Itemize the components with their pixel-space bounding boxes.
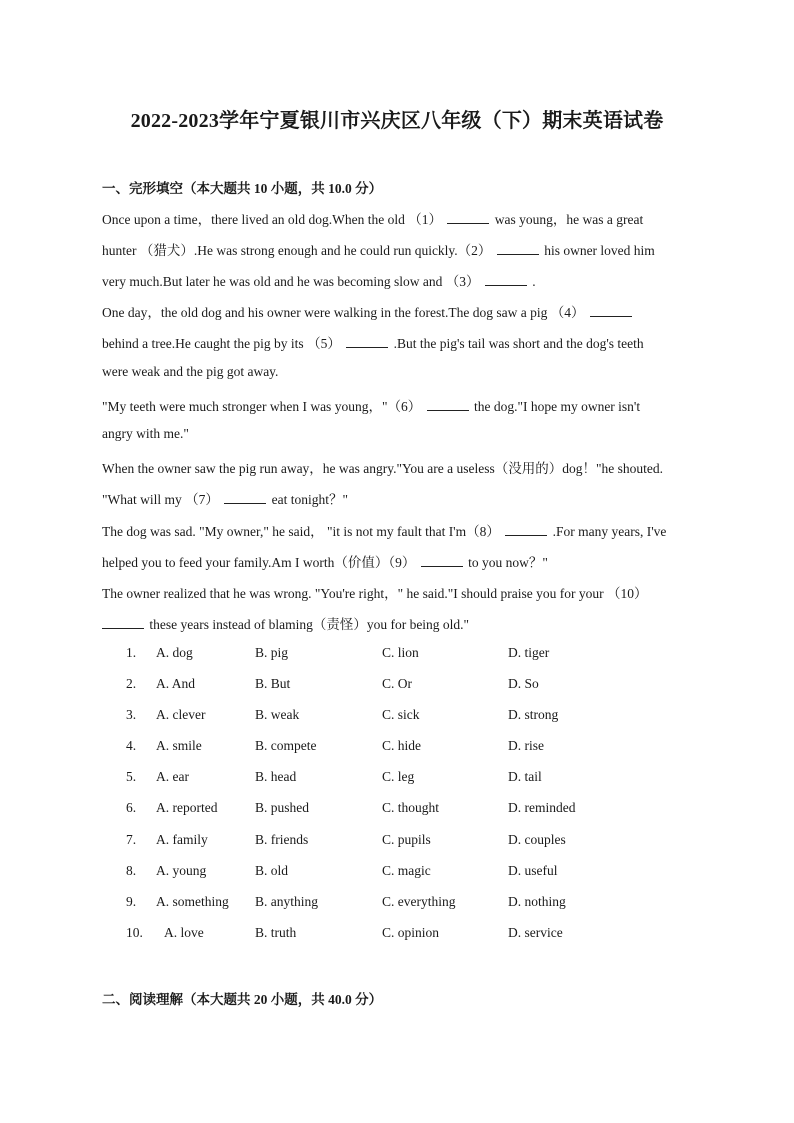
section-heading-cloze: 一、完形填空（本大题共 10 小题，共 10.0 分） — [102, 181, 383, 196]
section-heading-reading: 二、阅读理解（本大题共 20 小题，共 40.0 分） — [102, 992, 383, 1007]
passage-line: When the owner saw the pig run away，he was angry."You are a useless（没用的）dog！"he shouted. — [102, 461, 664, 476]
passage-line: One day，the old dog and his owner were walking in the forest.The dog saw a pig （4） — [102, 301, 634, 321]
question-row: 10. A. love B. truth C. opinion D. service — [126, 925, 563, 940]
question-row: 2. A. And B. But C. Or D. So — [126, 676, 539, 691]
passage-line: "My teeth were much stronger when I was young，"（6） the dog."I hope my owner isn't — [102, 399, 641, 414]
answer-blank — [447, 211, 489, 224]
answer-blank — [102, 616, 144, 629]
passage-line: hunter （猎犬）.He was strong enough and he could run quickly.（2） his owner loved him — [102, 243, 655, 258]
question-row: 9. A. something B. anything C. everything D. nothing — [126, 894, 566, 909]
passage-line: The owner realized that he was wrong. "You're right，" he said."I should praise you for your （10） — [102, 586, 648, 601]
question-row: 7. A. family B. friends C. pupils D. couples — [126, 832, 566, 847]
passage-line: were weak and the pig got away. — [102, 364, 279, 379]
question-row: 1. A. dog B. pig C. lion D. tiger — [126, 645, 550, 660]
passage-line: Once upon a time，there lived an old dog.When the old （1） was young，he was a great — [102, 212, 644, 227]
passage-line: "What will my （7） eat tonight？" — [102, 492, 348, 507]
answer-blank — [427, 398, 469, 411]
answer-blank — [224, 491, 266, 504]
passage-line: The dog was sad. "My owner," he said， "it is not my fault that I'm（8） .For many years, I've — [102, 524, 667, 539]
answer-blank — [421, 554, 463, 567]
answer-blank — [590, 304, 632, 317]
passage-line: these years instead of blaming（责怪）you for being old." — [102, 613, 469, 633]
passage-line: helped you to feed your family.Am I worth（价值）（9） to you now？" — [102, 555, 548, 570]
answer-blank — [497, 242, 539, 255]
exam-title: 2022-2023学年宁夏银川市兴庆区八年级（下）期末英语试卷 — [130, 110, 664, 132]
passage-line: angry with me." — [102, 426, 189, 441]
answer-blank — [505, 523, 547, 536]
question-row: 4. A. smile B. compete C. hide D. rise — [126, 738, 544, 753]
question-row: 5. A. ear B. head C. leg D. tail — [126, 769, 542, 784]
answer-blank — [485, 273, 527, 286]
passage-line: behind a tree.He caught the pig by its （5） .But the pig's tail was short and the dog's teeth — [102, 336, 644, 351]
passage-line: very much.But later he was old and he was becoming slow and （3） . — [102, 274, 536, 289]
question-row: 6. A. reported B. pushed C. thought D. reminded — [126, 800, 576, 815]
answer-blank — [346, 335, 388, 348]
question-row: 8. A. young B. old C. magic D. useful — [126, 863, 558, 878]
question-row: 3. A. clever B. weak C. sick D. strong — [126, 707, 559, 722]
